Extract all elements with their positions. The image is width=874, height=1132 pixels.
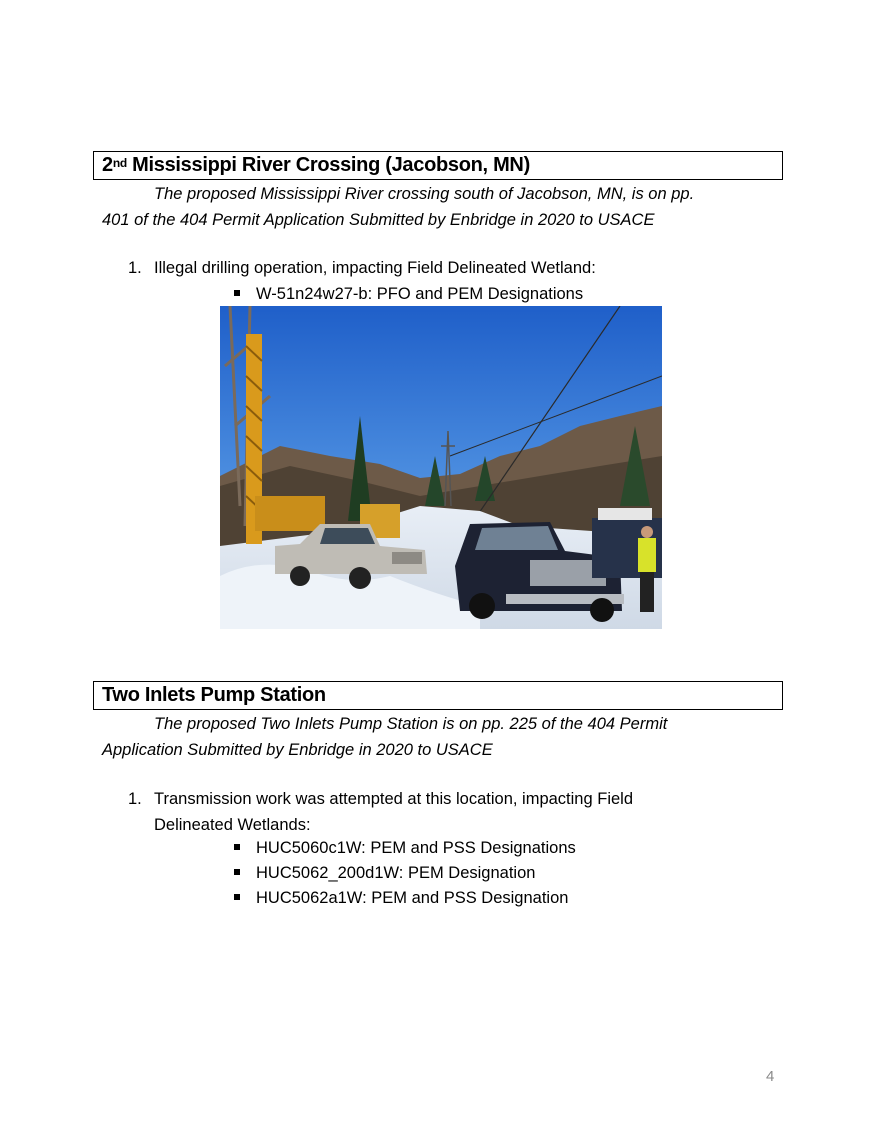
heading-ordinal: 2 — [102, 154, 113, 176]
bullet-text: HUC5062_200d1W: PEM Designation — [256, 864, 536, 882]
heading-text: Two Inlets Pump Station — [102, 684, 326, 706]
item-number: 1. — [128, 259, 142, 277]
heading-text: Mississippi River Crossing (Jacobson, MN) — [126, 154, 530, 176]
section-intro-mississippi — [102, 181, 762, 233]
item-number: 1. — [128, 790, 142, 808]
numbered-item — [128, 786, 748, 838]
item-text: Transmission work was attempted at this location, impacting Field — [154, 790, 633, 808]
heading-ordinal-suffix: nd — [112, 156, 127, 170]
bullet-text: W-51n24w27-b: PFO and PEM Designations — [256, 285, 584, 303]
bullet-text: HUC5062a1W: PEM and PSS Designation — [256, 889, 569, 907]
numbered-item — [128, 255, 748, 281]
square-bullet-icon — [234, 894, 240, 900]
section-heading-two-inlets — [93, 681, 783, 710]
intro-line: Application Submitted by Enbridge in 2020 to USACE — [102, 741, 493, 759]
section-heading-mississippi — [93, 151, 783, 180]
square-bullet-icon — [234, 844, 240, 850]
bullet-text: HUC5060c1W: PEM and PSS Designations — [256, 839, 576, 857]
square-bullet-icon — [234, 290, 240, 296]
intro-line: The proposed Two Inlets Pump Station is on pp. 225 of the 404 Permit — [154, 715, 668, 733]
bullet-item — [234, 861, 535, 885]
bullet-item — [234, 886, 568, 910]
item-text: Illegal drilling operation, impacting Field Delineated Wetland: — [154, 259, 596, 277]
page-number: 4 — [766, 1068, 775, 1085]
square-bullet-icon — [234, 869, 240, 875]
bullet-item — [234, 282, 583, 306]
section-intro-two-inlets — [102, 711, 762, 763]
bullet-item — [234, 836, 576, 860]
intro-line: The proposed Mississippi River crossing south of Jacobson, MN, is on pp. — [154, 185, 695, 203]
intro-line: 401 of the 404 Permit Application Submitted by Enbridge in 2020 to USACE — [102, 211, 655, 229]
item-text-continued: Delineated Wetlands: — [154, 816, 311, 834]
drilling-site-photo — [220, 306, 662, 629]
